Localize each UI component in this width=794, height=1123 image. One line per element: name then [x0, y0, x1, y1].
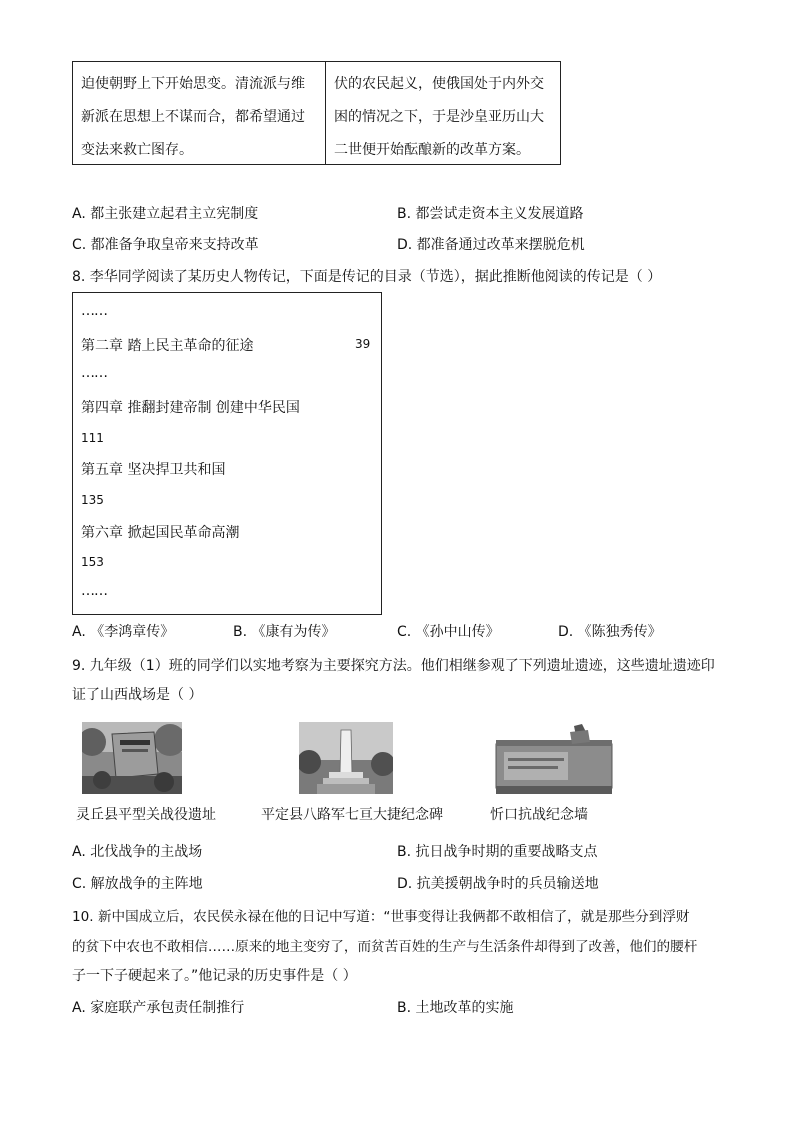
toc-box — [72, 292, 382, 615]
q9-stem-line: 9. 九年级（1）班的同学们以实地考察为主要探究方法。他们相继参观了下列遗址遗迹，这些遗址遗迹印 — [72, 658, 715, 674]
toc-chapter-6: 第六章 掀起国民革命高潮 — [81, 525, 240, 541]
comparison-table — [72, 61, 561, 165]
photo-xinkou-wall — [492, 722, 616, 794]
q8-option-c[interactable]: C. 《孙中山传》 — [397, 624, 500, 640]
q8-option-a[interactable]: A. 《李鸿章传》 — [72, 624, 175, 640]
photo-qigen-monument — [299, 722, 393, 794]
q7-option-c[interactable]: C. 都准备争取皇帝来支持改革 — [72, 237, 259, 253]
table-line: 新派在思想上不谋而合，都希望通过 — [81, 109, 305, 125]
q10-stem-line: 子一下子硬起来了。”他记录的历史事件是（ ） — [72, 968, 357, 984]
q10-stem-line: 的贫下中农也不敢相信……原来的地主变穷了，而贫苦百姓的生产与生活条件却得到了改善，他们的腰杆 — [72, 939, 698, 955]
toc-chapter-2: 第二章 踏上民主革命的征途 — [81, 338, 254, 354]
photo-pingxingguan-site — [82, 722, 182, 794]
toc-page-number: 153 — [81, 555, 104, 569]
q8-option-d[interactable]: D. 《陈独秀传》 — [558, 624, 662, 640]
table-line: 迫使朝野上下开始思变。清流派与维 — [81, 76, 305, 92]
table-cell-right — [326, 62, 560, 164]
toc-ellipsis: …… — [81, 303, 107, 319]
q10-option-a[interactable]: A. 家庭联产承包责任制推行 — [72, 1000, 245, 1016]
toc-page-number: 111 — [81, 431, 104, 445]
table-line: 变法来救亡图存。 — [81, 142, 193, 158]
toc-ellipsis: …… — [81, 365, 107, 381]
q8-option-b[interactable]: B. 《康有为传》 — [233, 624, 336, 640]
q9-option-c[interactable]: C. 解放战争的主阵地 — [72, 876, 203, 892]
q9-stem-line: 证了山西战场是（ ） — [72, 687, 203, 703]
q7-option-d[interactable]: D. 都准备通过改革来摆脱危机 — [397, 237, 585, 253]
q7-option-b[interactable]: B. 都尝试走资本主义发展道路 — [397, 206, 584, 222]
table-line: 二世便开始酝酿新的改革方案。 — [333, 142, 530, 158]
table-line: 困的情况之下，于是沙皇亚历山大 — [333, 109, 544, 125]
q7-option-a[interactable]: A. 都主张建立起君主立宪制度 — [72, 206, 259, 222]
table-line: 伏的农民起义，使俄国处于内外交 — [333, 76, 544, 92]
q9-option-b[interactable]: B. 抗日战争时期的重要战略支点 — [397, 844, 598, 860]
photo-caption: 灵丘县平型关战役遗址 — [76, 807, 216, 823]
photo-caption: 平定县八路军七亘大捷纪念碑 — [261, 807, 443, 823]
q10-option-b[interactable]: B. 土地改革的实施 — [397, 1000, 514, 1016]
q10-stem-line: 10. 新中国成立后，农民侯永禄在他的日记中写道：“世事变得让我俩都不敢相信了，就是那些分到浮财 — [72, 909, 690, 925]
q9-option-a[interactable]: A. 北伐战争的主战场 — [72, 844, 203, 860]
toc-chapter-5: 第五章 坚决捍卫共和国 — [81, 462, 226, 478]
photo-caption: 忻口抗战纪念墙 — [490, 807, 588, 823]
q9-option-d[interactable]: D. 抗美援朝战争时的兵员输送地 — [397, 876, 599, 892]
table-cell-left — [73, 62, 326, 164]
toc-chapter-4: 第四章 推翻封建帝制 创建中华民国 — [81, 400, 300, 416]
toc-ellipsis: …… — [81, 583, 107, 599]
toc-page-number: 135 — [81, 493, 104, 507]
toc-page-number: 39 — [355, 337, 371, 351]
q8-stem: 8. 李华同学阅读了某历史人物传记，下面是传记的目录（节选），据此推断他阅读的传记是（ ） — [72, 269, 662, 285]
